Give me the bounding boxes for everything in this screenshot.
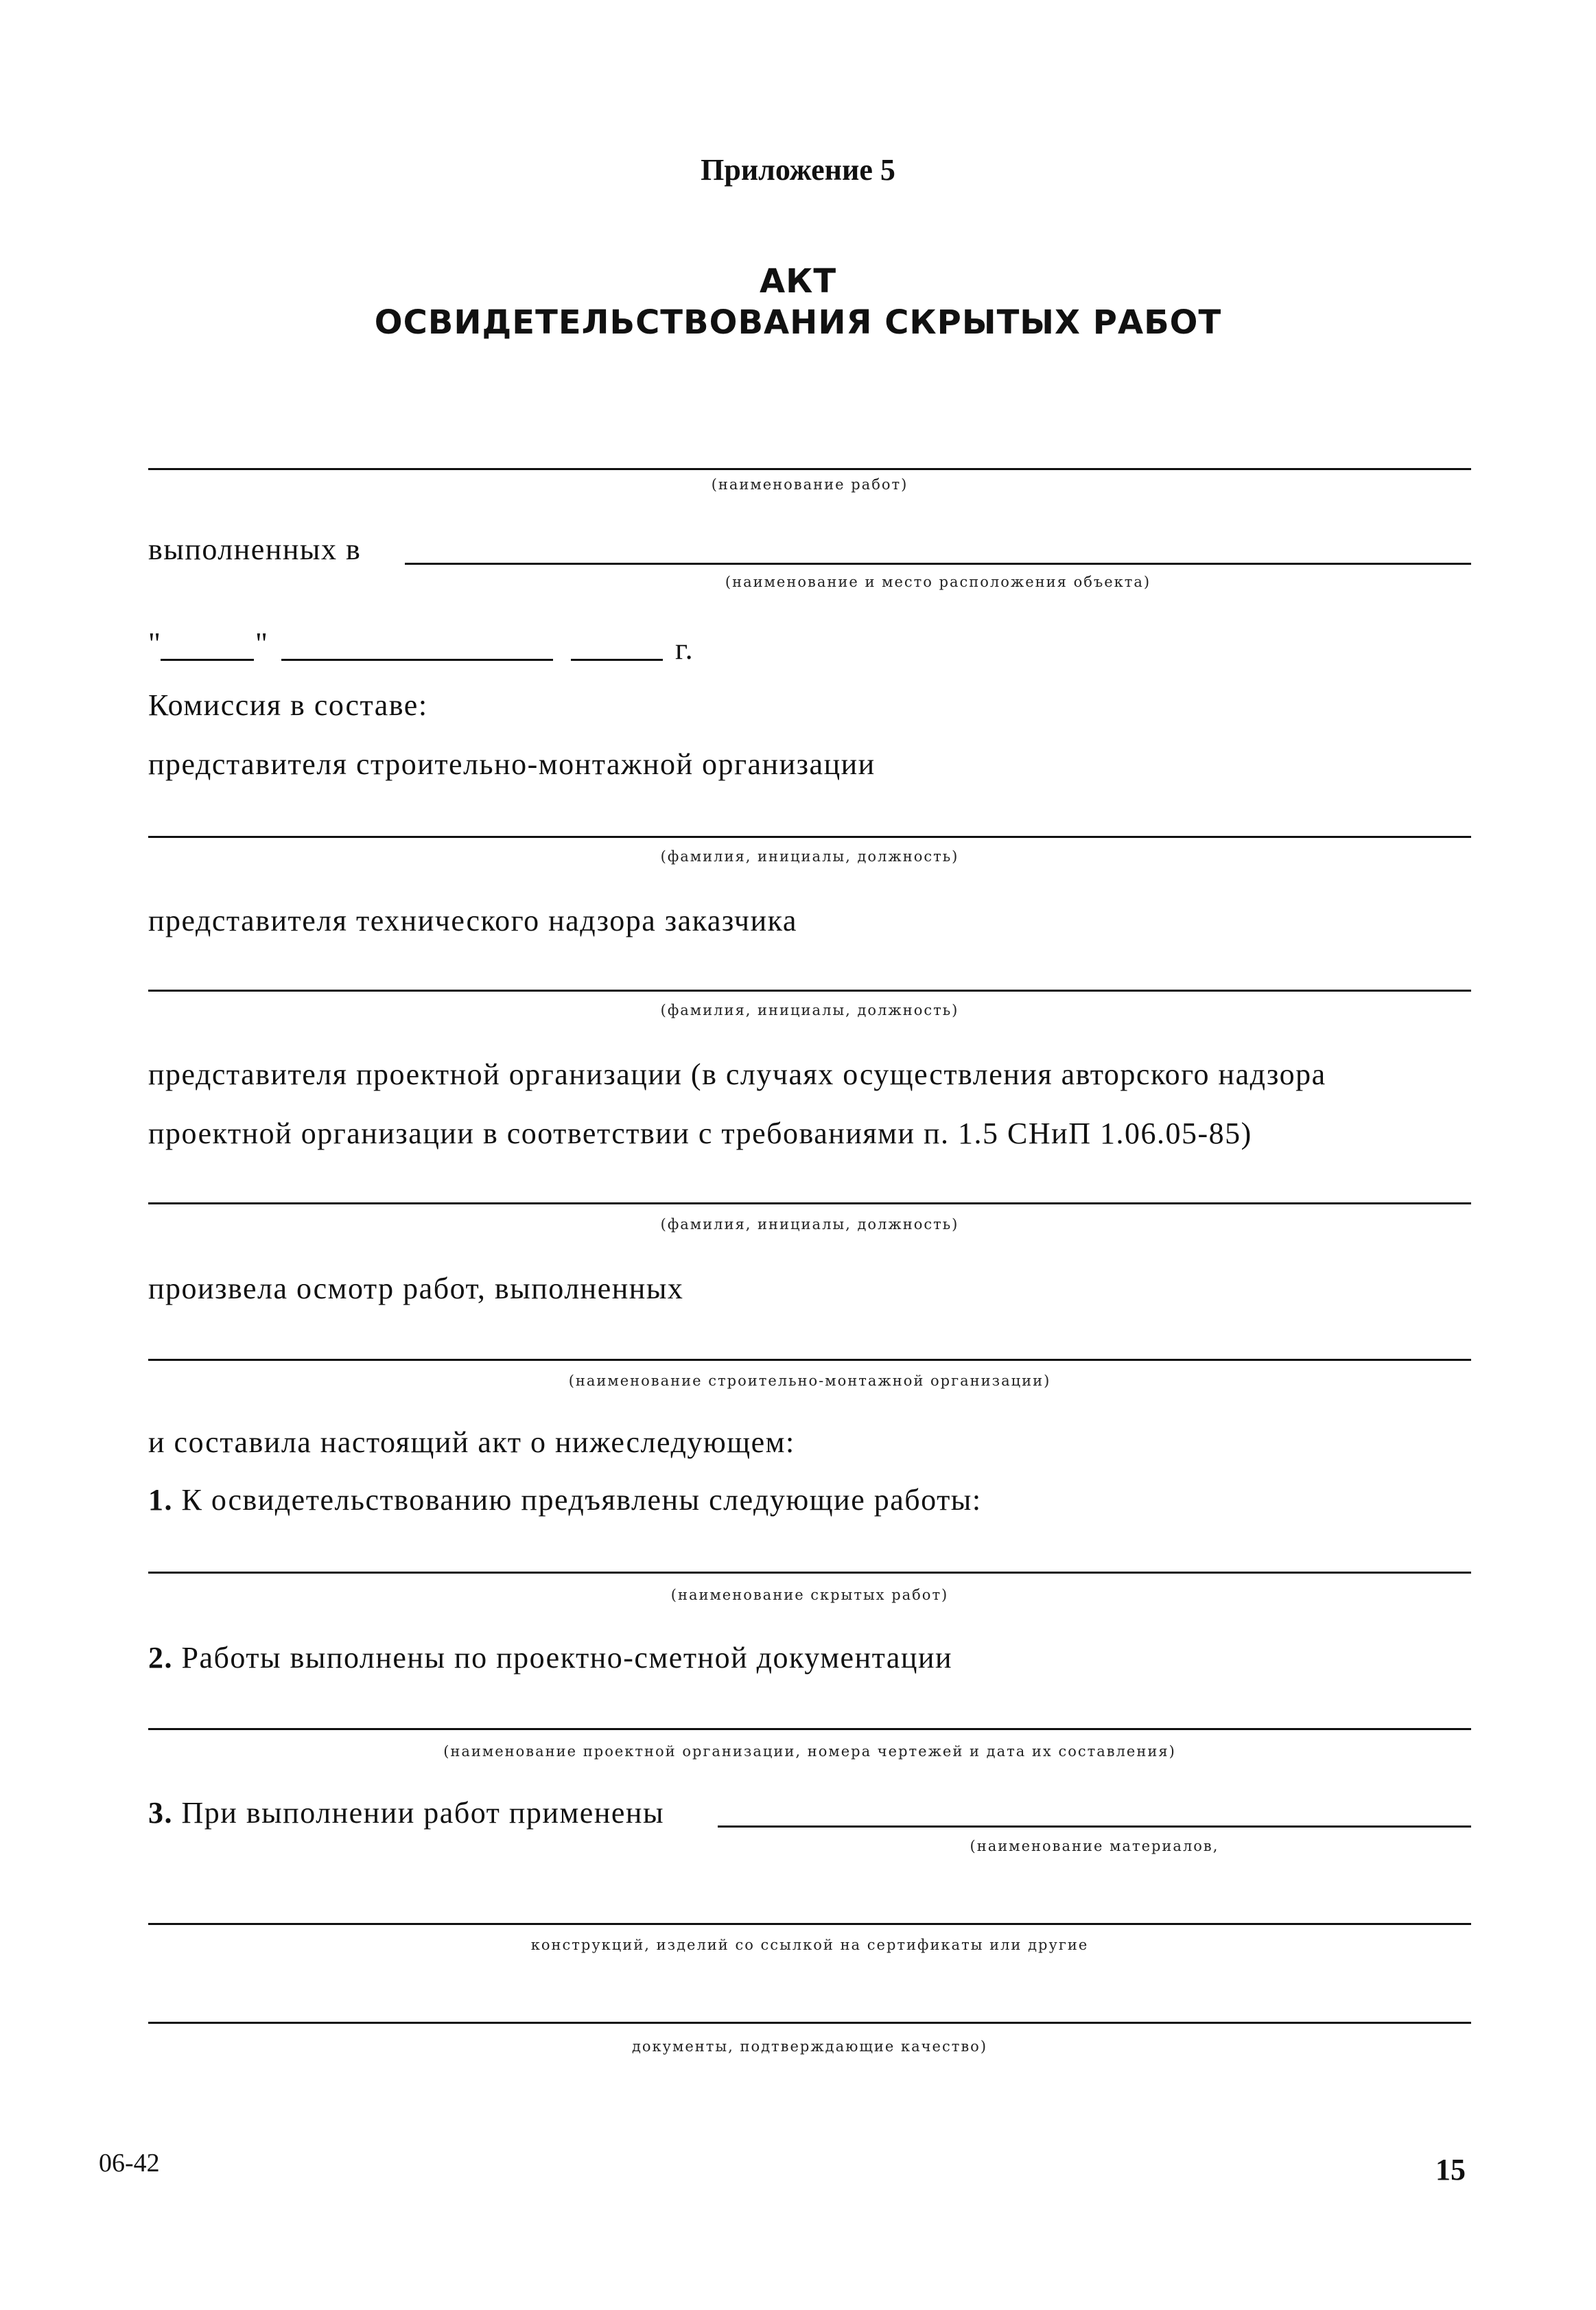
person2-caption: (фамилия, инициалы, должность): [660, 1002, 959, 1018]
rep-contractor-label: представителя строительно-монтажной организации: [148, 747, 876, 781]
date-day-field[interactable]: [161, 659, 254, 661]
item1-text: К освидетельствованию предъявлены следующие работы:: [181, 1483, 982, 1517]
item3-number: 3.: [148, 1796, 173, 1830]
document-title-line1: АКТ: [759, 262, 837, 301]
appendix-label: Приложение 5: [701, 153, 895, 187]
rep-supervision-label: представителя технического надзора заказчика: [148, 904, 797, 937]
footer-code: 06-42: [99, 2149, 160, 2178]
rep-design-line2: проектной организации в соответствии с требованиями п. 1.5 СНиП 1.06.05-85): [148, 1117, 1252, 1150]
commission-label: Комиссия в составе:: [148, 688, 428, 722]
design-docs-field[interactable]: [148, 1728, 1471, 1730]
item3-line: [148, 1795, 664, 1830]
contractor-caption: (наименование строительно-монтажной организации): [568, 1373, 1051, 1389]
work-name-field[interactable]: [148, 468, 1471, 470]
hidden-works-field[interactable]: [148, 1572, 1471, 1574]
date-quote-close: ": [255, 627, 269, 660]
work-name-caption: (наименование работ): [711, 476, 908, 493]
item3-text: При выполнении работ применены: [181, 1796, 665, 1830]
page-number: 15: [1435, 2153, 1466, 2186]
item1-line: [148, 1482, 982, 1517]
materials-field-2[interactable]: [148, 1923, 1471, 1925]
materials-caption-3: документы, подтверждающие качество): [631, 2038, 988, 2055]
performed-in-label: выполненных в: [148, 533, 362, 566]
person3-field[interactable]: [148, 1202, 1471, 1204]
person3-caption: (фамилия, инициалы, должность): [660, 1216, 959, 1233]
object-name-caption: (наименование и место расположения объекта): [725, 574, 1151, 590]
compiled-label: и составила настоящий акт о нижеследующем:: [148, 1425, 795, 1459]
item2-line: [148, 1640, 952, 1675]
person1-field[interactable]: [148, 836, 1471, 838]
materials-field-1[interactable]: [718, 1825, 1471, 1828]
item2-number: 2.: [148, 1641, 173, 1675]
hidden-works-caption: (наименование скрытых работ): [670, 1587, 949, 1603]
rep-design-line1: представителя проектной организации (в случаях осуществления авторского надзора: [148, 1058, 1326, 1091]
person1-caption: (фамилия, инициалы, должность): [660, 848, 959, 865]
materials-field-3[interactable]: [148, 2022, 1471, 2024]
date-quote-open: ": [148, 627, 162, 660]
document-title-line2: ОСВИДЕТЕЛЬСТВОВАНИЯ СКРЫТЫХ РАБОТ: [374, 303, 1222, 342]
object-name-field[interactable]: [405, 563, 1471, 565]
materials-caption-1: (наименование материалов,: [970, 1838, 1219, 1854]
date-year-suffix: г.: [675, 632, 694, 666]
date-year-field[interactable]: [571, 659, 663, 661]
inspected-label: произвела осмотр работ, выполненных: [148, 1272, 684, 1305]
person2-field[interactable]: [148, 990, 1471, 992]
item1-number: 1.: [148, 1483, 173, 1517]
date-month-field[interactable]: [281, 659, 553, 661]
item2-text: Работы выполнены по проектно-сметной документации: [181, 1641, 953, 1675]
design-docs-caption: (наименование проектной организации, номера чертежей и дата их составления): [443, 1743, 1176, 1760]
materials-caption-2: конструкций, изделий со ссылкой на сертификаты или другие: [530, 1937, 1089, 1953]
contractor-field[interactable]: [148, 1359, 1471, 1361]
